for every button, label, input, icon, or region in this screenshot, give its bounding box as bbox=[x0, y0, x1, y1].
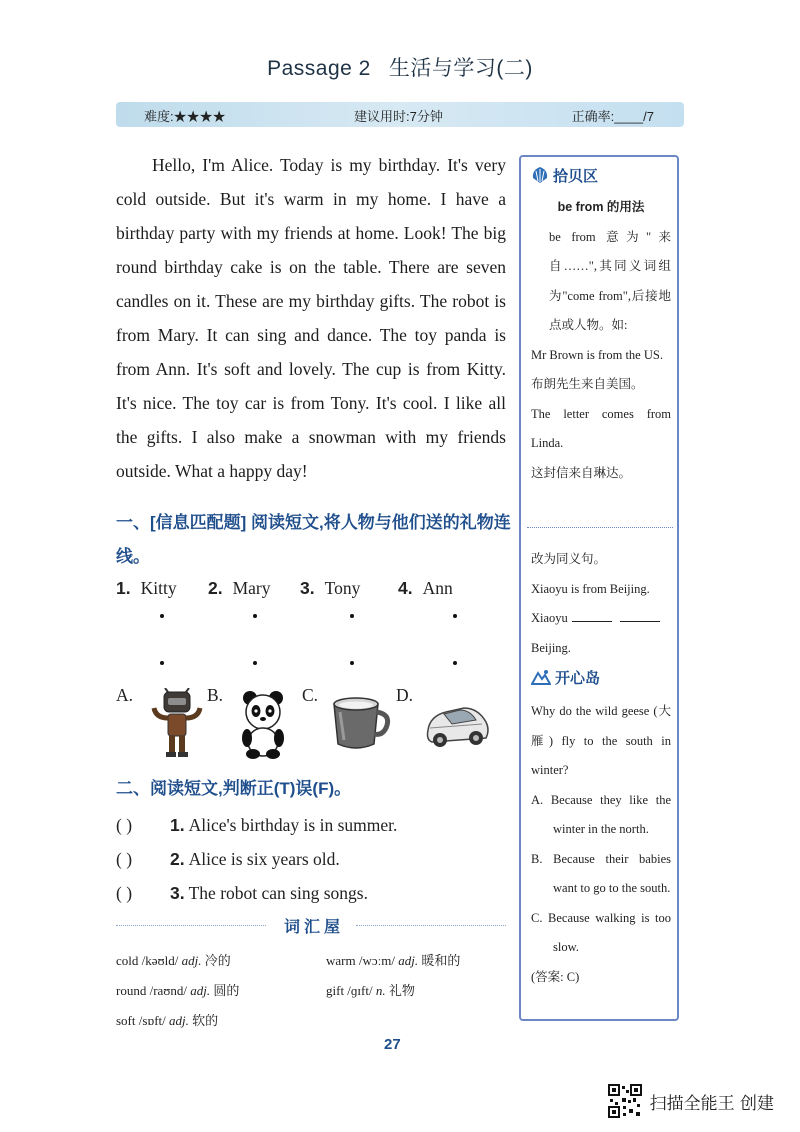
question1-heading: 一、[信息匹配题] 阅读短文,将人物与他们送的礼物连线。 bbox=[116, 513, 511, 566]
matching-names bbox=[116, 578, 516, 608]
name-dot[interactable] bbox=[453, 614, 457, 618]
option-letter-d: D. bbox=[396, 685, 414, 705]
fill-blank[interactable] bbox=[620, 610, 660, 622]
reading-passage bbox=[116, 148, 506, 488]
name-item-kitty: 1. Kitty bbox=[116, 578, 177, 598]
riddle: Why do the wild geese (大雁) fly to the south in winter? A. Because they like the winter in the north. B. Because their babies want to go to the south. C. Because walking is too slow. (答案: C) bbox=[531, 704, 671, 984]
name-item-mary: 2. Mary bbox=[208, 578, 271, 598]
answer-blank[interactable]: ( ) bbox=[116, 849, 133, 869]
mountain-icon bbox=[531, 669, 551, 689]
gift-dot[interactable] bbox=[253, 661, 257, 665]
tf-item: ( ) 1. Alice's birthday is in summer. bbox=[116, 815, 398, 835]
passage-topic: 生活与学习(二) bbox=[388, 57, 533, 80]
gift-dot[interactable] bbox=[453, 661, 457, 665]
vocab-entry: round /raʊnd/ adj. 圆的 bbox=[116, 983, 240, 998]
shell-icon bbox=[531, 166, 549, 188]
name-dot[interactable] bbox=[350, 614, 354, 618]
difficulty-label: 难度:★★★★ bbox=[144, 109, 226, 124]
passage-text: Hello, I'm Alice. Today is my birthday. It's very cold outside. But it's warm in my home. I have a birthday party with my friends at home. Look! The big round birthday cake is on the table. There are seven candles on it. These are my birthday gifts. The robot is from Mary. It can sing and dance. The toy panda is from Ann. It's soft and lovely. The cup is from Kitty. It's nice. The toy car is from Tony. It's cool. I like all the gifts. I also make a snowman with my friends outside. What a happy day! bbox=[116, 155, 506, 481]
exercise: 改为同义句。 Xiaoyu is from Beijing. Xiaoyu Beijing. bbox=[531, 545, 671, 663]
info-bar bbox=[116, 102, 684, 127]
vocab-entry: soft /sɒft/ adj. 软的 bbox=[116, 1013, 219, 1028]
tf-item: ( ) 3. The robot can sing songs. bbox=[116, 883, 368, 903]
tf-item: ( ) 2. Alice is six years old. bbox=[116, 849, 340, 869]
gift-dot[interactable] bbox=[160, 661, 164, 665]
toy-car-icon bbox=[424, 700, 492, 755]
divider bbox=[356, 925, 506, 926]
option-letter-c: C. bbox=[302, 685, 319, 705]
name-item-tony: 3. Tony bbox=[300, 578, 361, 598]
panda-icon bbox=[238, 690, 288, 765]
robot-icon bbox=[148, 688, 206, 765]
answer-blank[interactable]: ( ) bbox=[116, 883, 133, 903]
divider bbox=[527, 527, 673, 528]
sidebar-panel bbox=[519, 155, 679, 1021]
accuracy-label: 正确率:____/7 bbox=[571, 109, 654, 124]
name-item-ann: 4. Ann bbox=[398, 578, 453, 598]
gift-dot[interactable] bbox=[350, 661, 354, 665]
option-letter-a: A. bbox=[116, 685, 134, 705]
cup-icon bbox=[330, 696, 392, 757]
question2-heading: 二、阅读短文,判断正(T)误(F)。 bbox=[116, 779, 352, 798]
vocabulary-title: 词汇屋 bbox=[284, 919, 345, 936]
fill-blank[interactable] bbox=[572, 610, 612, 622]
qr-code-icon bbox=[608, 1084, 642, 1118]
vocab-entry: cold /kəʊld/ adj. 冷的 bbox=[116, 953, 231, 968]
answer-blank[interactable]: ( ) bbox=[116, 815, 133, 835]
vocab-entry: gift /ɡɪft/ n. 礼物 bbox=[326, 983, 415, 998]
grammar-note: be from 的用法 be from 意为"来自……",其同义词组为"come from",后接地点或人物。如: Mr Brown is from the US. 布朗先生来自美国。 The letter comes from Linda. 这封信来自琳达。 bbox=[531, 200, 671, 480]
page-number: 27 bbox=[384, 1036, 401, 1053]
shell-section-heading: 拾贝区 bbox=[531, 165, 598, 188]
scanner-watermark: 扫描全能王 创建 bbox=[608, 1084, 774, 1118]
suggested-time-label: 建议用时:7分钟 bbox=[354, 109, 443, 124]
name-dot[interactable] bbox=[253, 614, 257, 618]
passage-label: Passage 2 bbox=[267, 57, 371, 80]
divider bbox=[116, 925, 266, 926]
option-letter-b: B. bbox=[207, 685, 224, 705]
island-section-heading: 开心岛 bbox=[531, 667, 600, 689]
vocab-entry: warm /wɔːm/ adj. 暖和的 bbox=[326, 953, 461, 968]
name-dot[interactable] bbox=[160, 614, 164, 618]
page-title bbox=[0, 52, 800, 82]
